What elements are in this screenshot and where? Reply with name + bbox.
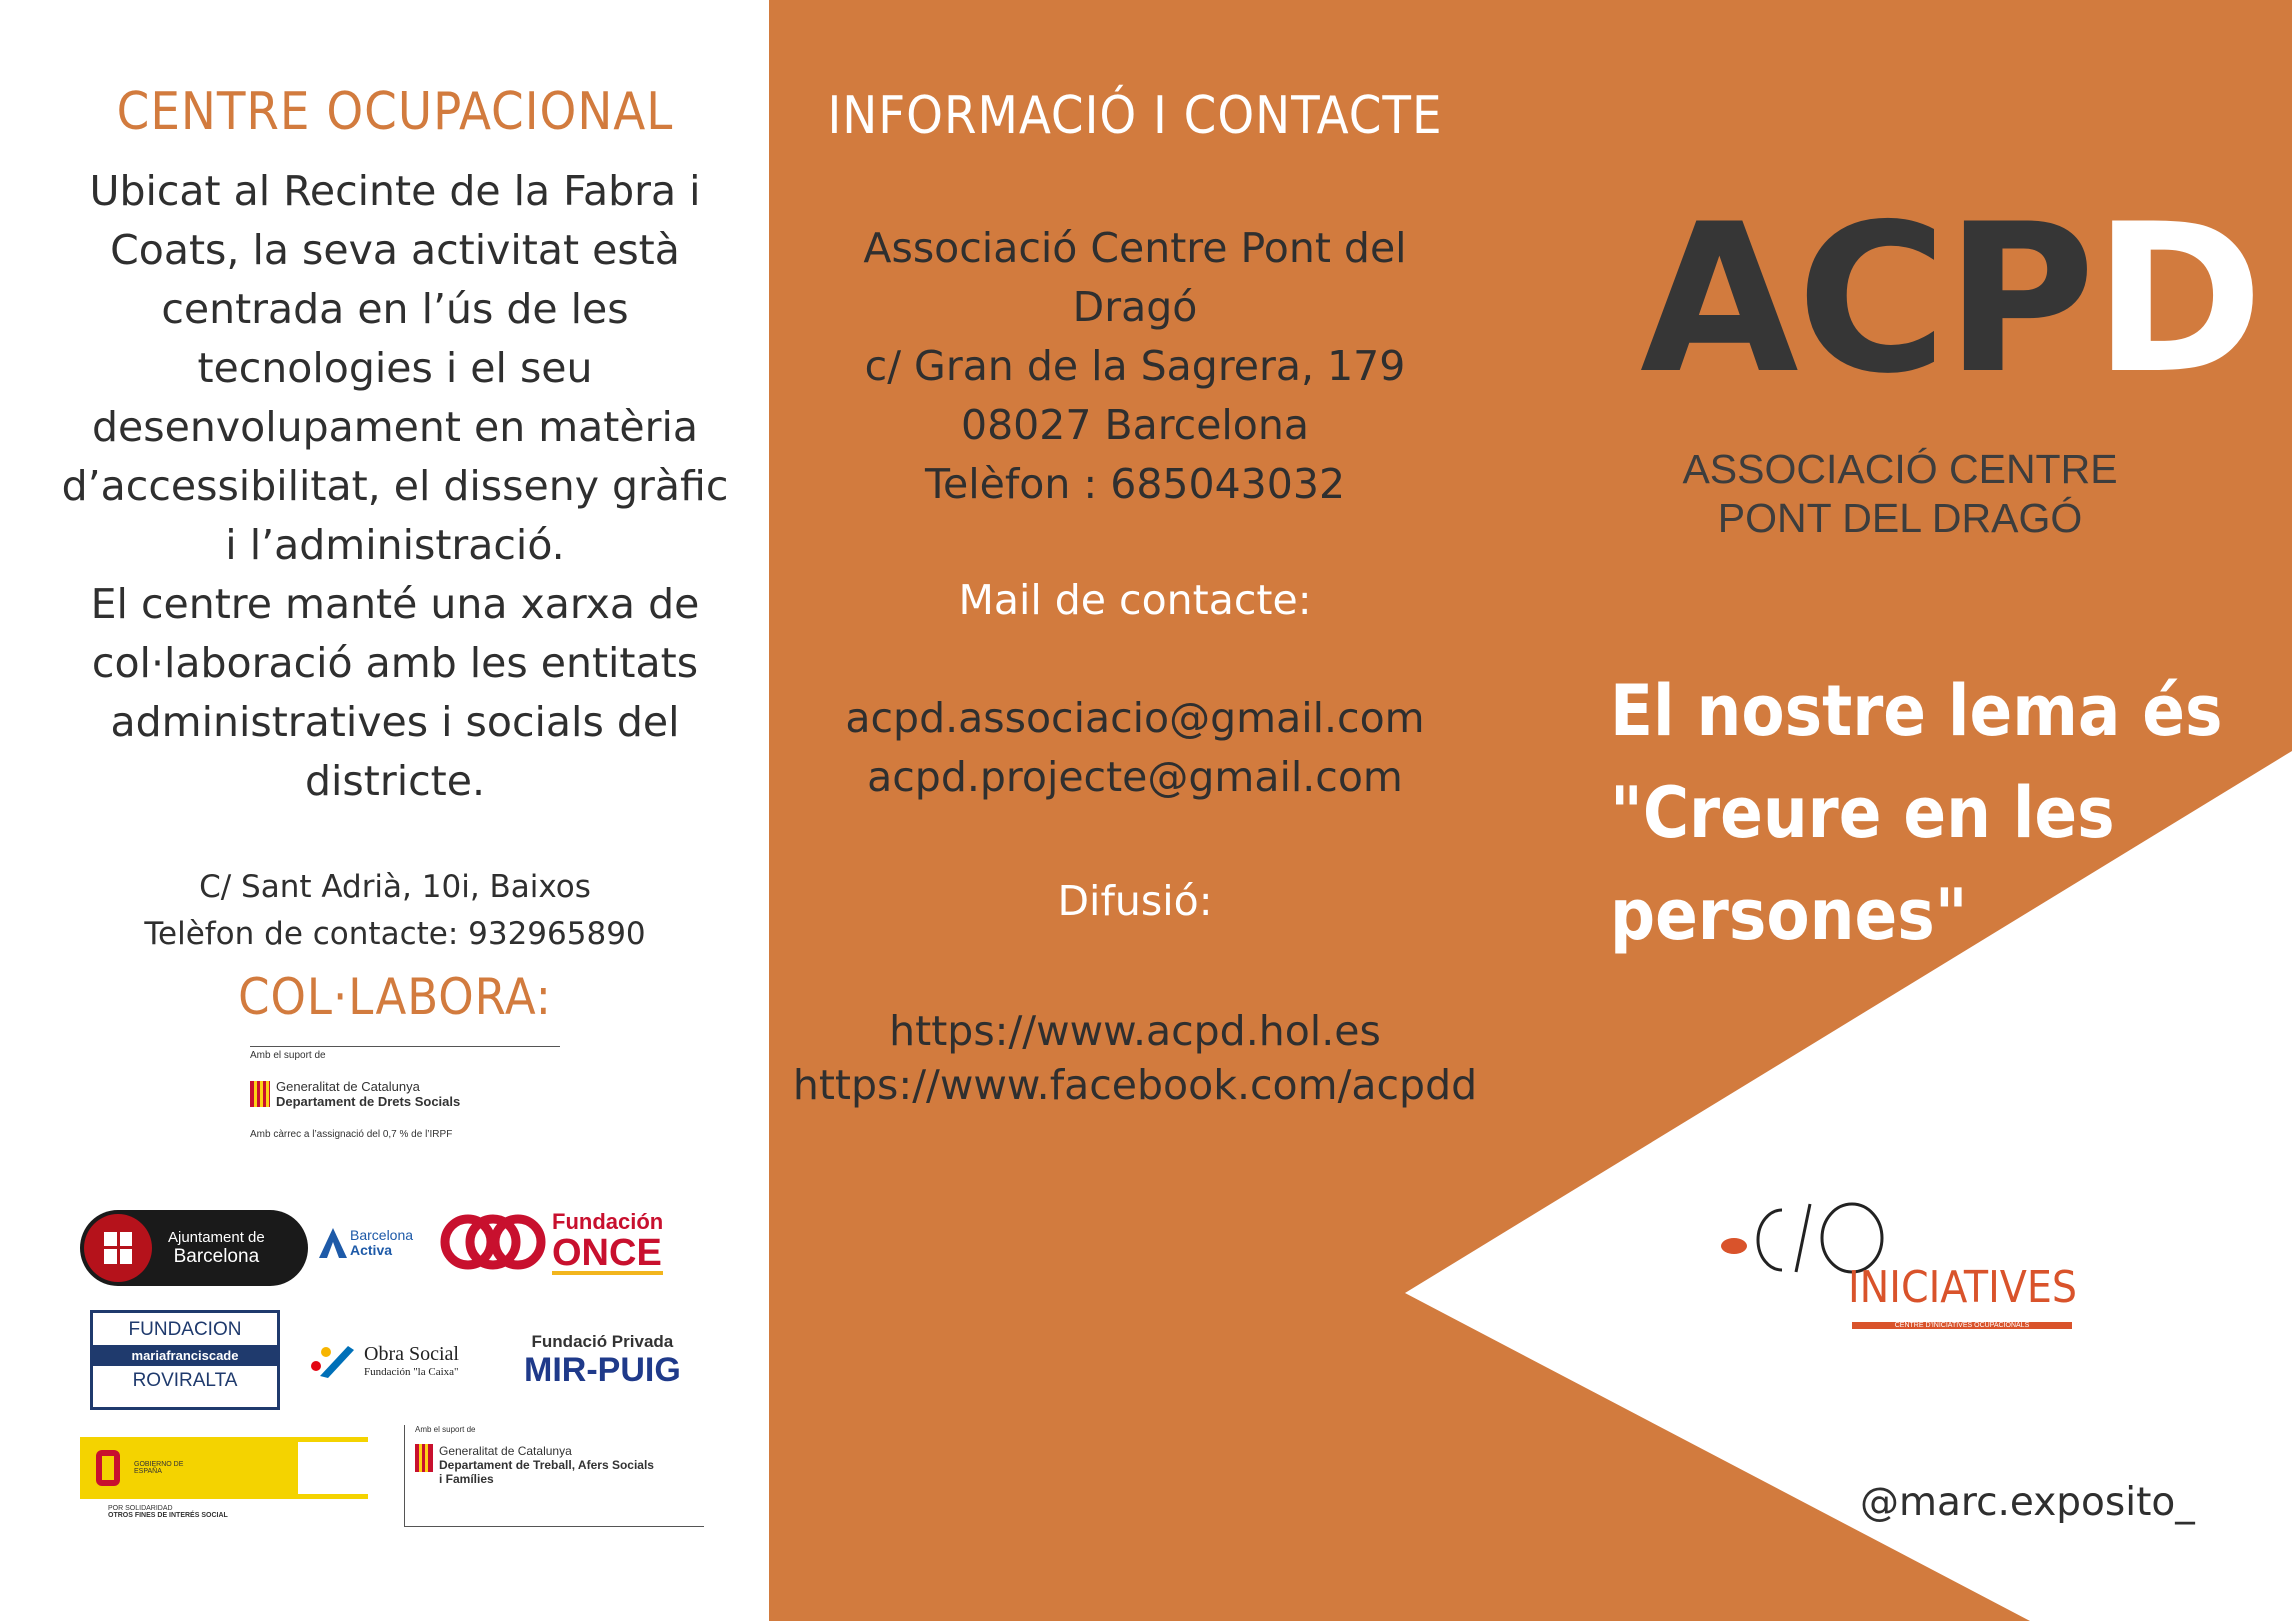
email-link[interactable]: acpd.associacio@gmail.com (845, 694, 1425, 742)
subtitle-line: PONT DEL DRAGÓ (1717, 495, 2083, 541)
desc-line: El centre manté una xarxa de (90, 580, 700, 628)
centre-description (40, 162, 750, 811)
logo-text: i Famílies (439, 1472, 494, 1486)
email-link[interactable]: acpd.projecte@gmail.com (867, 753, 1403, 801)
logo-text: Departament de Drets Socials (276, 1094, 461, 1109)
desc-line: Coats, la seva activitat està (110, 226, 680, 274)
logo-text: OTROS FINES DE INTERÉS SOCIAL (108, 1512, 228, 1519)
mail-list (790, 689, 1480, 807)
logo-text: Generalitat de Catalunya (439, 1444, 572, 1458)
activa-a-icon (318, 1226, 348, 1260)
gencat-drets-socials-logo (250, 1046, 560, 1140)
logo-text: Ajuntament de (168, 1228, 265, 1246)
desc-line: tecnologies i el seu (197, 344, 593, 392)
gobierno-espana-logo (80, 1437, 368, 1519)
collabora-title: COL·LABORA: (238, 968, 552, 1026)
fundacion-once-logo (440, 1208, 663, 1276)
logo-text: Fundación "la Caixa" (364, 1365, 459, 1378)
phone-line: Telèfon de contacte: 932965890 (144, 916, 646, 952)
motto-line: "Creure en les (1610, 772, 2115, 854)
spain-coat-of-arms-icon (88, 1444, 128, 1492)
address-line: C/ Sant Adrià, 10i, Baixos (199, 869, 591, 905)
logo-text: mariafranciscade (93, 1345, 277, 1366)
desc-line: districte. (305, 757, 485, 805)
logo-text: Fundación (552, 1209, 664, 1234)
barcelona-shield-icon (80, 1210, 156, 1286)
gencat-shield-icon (250, 1081, 270, 1107)
logo-text: GOBIERNO DE ESPAÑA (134, 1461, 184, 1475)
fundacio-mir-puig-logo (524, 1332, 681, 1388)
org-line: c/ Gran de la Sagrera, 179 (864, 342, 1406, 390)
informacio-contacte-title: INFORMACIÓ I CONTACTE (827, 86, 1443, 146)
logo-text: ROVIRALTA (132, 1370, 238, 1391)
desc-line: centrada en l’ús de les (161, 285, 629, 333)
logo-caption: Amb càrrec a l’assignació del 0,7 % de l’IRPF (250, 1129, 453, 1140)
logo-text: MIR-PUIG (524, 1351, 681, 1389)
la-caixa-star-icon (306, 1342, 358, 1378)
acpd-logo-light-letter: D (2093, 181, 2262, 419)
acpd-logo (1640, 181, 2262, 419)
cio-wordmark: INICIATIVES (1848, 1262, 2077, 1313)
gencat-shield-icon (415, 1444, 433, 1472)
website-link[interactable]: https://www.acpd.hol.es (889, 1007, 1381, 1055)
logo-text: Obra Social (364, 1342, 459, 1365)
diffusion-title: Difusió: (1057, 877, 1213, 925)
cio-tagline: CENTRE D'INICIATIVES OCUPACIONALS (1852, 1322, 2072, 1329)
motto-line: El nostre lema és (1610, 670, 2223, 752)
organization-details (790, 219, 1480, 514)
logo-text: Generalitat de Catalunya (276, 1079, 420, 1094)
org-line: Dragó (1072, 283, 1198, 331)
gencat-treball-afers-socials-logo (404, 1425, 704, 1527)
logo-text: POR SOLIDARIDAD (108, 1505, 173, 1512)
desc-line: desenvolupament en matèria (92, 403, 698, 451)
logo-text: Barcelona (350, 1227, 414, 1243)
centre-address (40, 864, 750, 958)
logo-text: FUNDACION (128, 1319, 242, 1340)
logo-caption: Amb el suport de (250, 1046, 560, 1061)
cio-iniciatives-logo (1712, 1192, 2077, 1329)
logo-text: Barcelona (173, 1245, 260, 1267)
desc-line: d’accessibilitat, el disseny gràfic (61, 462, 729, 510)
subtitle-line: ASSOCIACIÓ CENTRE (1682, 446, 2118, 492)
desc-line: col·laboració amb les entitats (91, 639, 699, 687)
desc-line: i l’administració. (225, 521, 565, 569)
mail-contact-title: Mail de contacte: (958, 576, 1312, 624)
web-links (790, 1004, 1480, 1112)
fundacion-roviralta-logo (90, 1310, 280, 1410)
desc-line: Ubicat al Recinte de la Fabra i (89, 167, 701, 215)
desc-line: administratives i socials del (110, 698, 680, 746)
centre-ocupacional-title: CENTRE OCUPACIONAL (116, 82, 674, 142)
logo-text: ONCE (552, 1232, 662, 1274)
logo-text: Fundació Privada (531, 1332, 674, 1351)
once-rings-icon (440, 1208, 546, 1276)
org-line: Associació Centre Pont del (863, 224, 1407, 272)
org-line: Telèfon : 685043032 (924, 460, 1346, 508)
obra-social-la-caixa-logo (306, 1342, 459, 1378)
org-line: 08027 Barcelona (960, 401, 1310, 449)
barcelona-activa-logo (318, 1226, 413, 1260)
motto-text (1610, 660, 2230, 966)
author-handle: @marc.exposito_ (1860, 1480, 2195, 1525)
ajuntament-barcelona-logo (80, 1210, 308, 1286)
motto-line: persones" (1610, 874, 1968, 956)
logo-caption: Amb el suport de (415, 1425, 476, 1434)
facebook-link[interactable]: https://www.facebook.com/acpdd (792, 1061, 1478, 1109)
acpd-logo-dark-letters: ACP (1640, 181, 2094, 419)
logo-text: Activa (350, 1242, 393, 1258)
acpd-subtitle (1640, 445, 2160, 543)
logo-text: Departament de Treball, Afers Socials (439, 1458, 654, 1472)
